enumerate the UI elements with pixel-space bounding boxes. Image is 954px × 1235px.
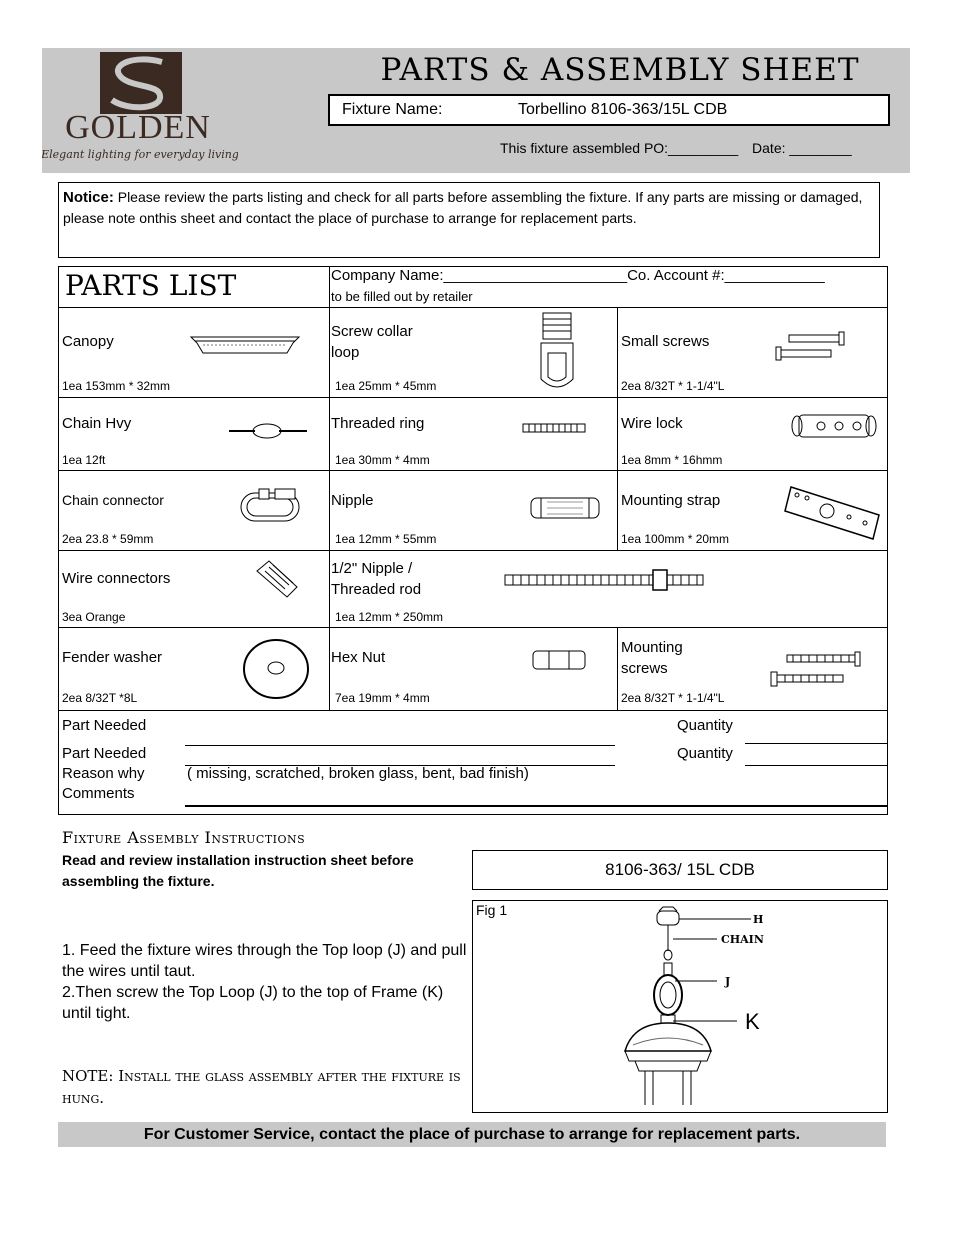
part-spec-hex-nut: 7ea 19mm * 4mm <box>335 691 430 705</box>
assembly-note: NOTE: Install the glass assembly after the fixture is hung. <box>62 1067 461 1107</box>
brand-name-text: GOLDEN <box>65 109 211 146</box>
part-needed-line-1[interactable] <box>185 745 615 746</box>
canopy-icon <box>189 333 301 359</box>
quantity-line-1[interactable] <box>745 743 887 744</box>
assembly-title: Fixture Assembly Instructions <box>62 828 306 847</box>
part-name-canopy: Canopy <box>62 333 114 350</box>
po-line <box>500 140 852 156</box>
fixture-name-value: Torbellino 8106-363/15L CDB <box>518 101 728 118</box>
part-name-mounting-screws: Mounting screws <box>621 639 683 677</box>
part-spec-threaded-rod: 1ea 12mm * 250mm <box>335 610 444 624</box>
parts-list-title: PARTS LIST <box>65 269 237 302</box>
screw-collar-loop-icon <box>537 311 577 397</box>
po-field[interactable]: This fixture assembled PO:_________ <box>500 140 739 156</box>
model-number-box: 8106-363/ 15L CDB <box>472 850 888 890</box>
fender-washer-icon <box>241 637 311 701</box>
figure-1 <box>472 900 888 1113</box>
step-1: 1. Feed the fixture wires through the Top loop (J) and pull the wires until taut. <box>62 942 467 980</box>
nipple-icon <box>527 495 603 521</box>
part-spec-screw-collar-loop: 1ea 25mm * 45mm <box>335 379 437 393</box>
part-name-threaded-ring: Threaded ring <box>331 415 425 432</box>
reason-options: ( missing, scratched, broken glass, bent, bad finish) <box>187 765 529 782</box>
notice-label: Notice: <box>63 189 114 206</box>
part-name-threaded-rod: 1/2" Nipple / Threaded rod <box>331 560 422 598</box>
fig-label-h: H <box>753 913 764 926</box>
quantity-label-2: Quantity <box>677 745 733 762</box>
part-spec-canopy: 1ea 153mm * 32mm <box>62 379 171 393</box>
threaded-rod-icon <box>503 567 707 593</box>
fixture-diagram <box>613 905 813 1109</box>
date-field[interactable]: Date: ________ <box>752 140 852 156</box>
mounting-screws-icon <box>769 651 863 689</box>
notice-box <box>58 182 880 258</box>
assembly-intro: Read and review installation instruction sheet before assembling the fixture. <box>62 852 414 889</box>
part-name-wire-connectors: Wire connectors <box>62 570 171 587</box>
comments-line[interactable] <box>185 805 887 807</box>
part-name-fender-washer: Fender washer <box>62 649 163 666</box>
quantity-label-1: Quantity <box>677 717 733 734</box>
threaded-ring-icon <box>521 421 587 435</box>
fig-label: Fig 1 <box>476 902 508 918</box>
assembly-steps <box>62 940 472 1024</box>
part-spec-chain: 1ea 12ft <box>62 453 106 467</box>
footer-banner: For Customer Service, contact the place of purchase to arrange for replacement parts. <box>58 1122 886 1147</box>
wire-connector-icon <box>255 559 299 599</box>
fig-label-chain: CHAIN <box>721 933 764 946</box>
part-needed-label-1: Part Needed <box>62 717 147 734</box>
chain-icon <box>227 419 309 443</box>
part-name-nipple: Nipple <box>331 492 374 509</box>
hex-nut-icon <box>531 649 587 671</box>
mounting-strap-icon <box>783 481 883 547</box>
company-line[interactable]: Company Name:______________________Co. Account #:____________ <box>331 267 825 284</box>
comments-label: Comments <box>62 785 135 802</box>
part-name-hex-nut: Hex Nut <box>331 649 386 666</box>
fig-label-k: K <box>745 1009 760 1034</box>
part-name-small-screws: Small screws <box>621 333 710 350</box>
part-spec-small-screws: 2ea 8/32T * 1-1/4"L <box>621 379 725 393</box>
part-name-mounting-strap: Mounting strap <box>621 492 721 509</box>
part-spec-fender-washer: 2ea 8/32T *8L <box>62 691 138 705</box>
brand-logo <box>42 48 238 173</box>
part-spec-nipple: 1ea 12mm * 55mm <box>335 532 437 546</box>
notice-text: Please review the parts listing and check for all parts before assembling the fixture. If any parts are missing or damaged, please note onthis sheet and contact the place of purchase to arrange for replacement parts. <box>63 189 863 226</box>
part-spec-mounting-screws: 2ea 8/32T * 1-1/4"L <box>621 691 725 705</box>
fixture-name-box <box>328 94 890 126</box>
small-screws-icon <box>775 331 847 363</box>
fixture-name-label: Fixture Name: <box>342 101 443 118</box>
part-needed-label-2: Part Needed <box>62 745 147 762</box>
part-name-chain-connector: Chain connector <box>62 492 164 508</box>
chain-connector-icon <box>239 487 301 525</box>
part-spec-threaded-ring: 1ea 30mm * 4mm <box>335 453 430 467</box>
reason-label: Reason why <box>62 765 145 782</box>
page-title: PARTS & ASSEMBLY SHEET <box>380 52 860 88</box>
part-spec-chain-connector: 2ea 23.8 * 59mm <box>62 532 154 546</box>
step-2: 2.Then screw the Top Loop (J) to the top of Frame (K) until tight. <box>62 984 444 1022</box>
part-name-screw-collar-loop: Screw collar loop <box>331 323 413 361</box>
parts-list-table <box>58 266 888 815</box>
part-spec-mounting-strap: 1ea 100mm * 20mm <box>621 532 730 546</box>
part-name-chain: Chain Hvy <box>62 415 132 432</box>
part-name-wire-lock: Wire lock <box>621 415 683 432</box>
part-spec-wire-connectors: 3ea Orange <box>62 610 126 624</box>
quantity-line-2[interactable] <box>745 765 887 766</box>
part-spec-wire-lock: 1ea 8mm * 16hmm <box>621 453 723 467</box>
brand-tagline-text: Elegant lighting for everyday living <box>42 148 238 161</box>
retailer-note: to be filled out by retailer <box>331 289 473 304</box>
wire-lock-icon <box>787 409 881 443</box>
fig-label-j: J <box>725 975 731 988</box>
